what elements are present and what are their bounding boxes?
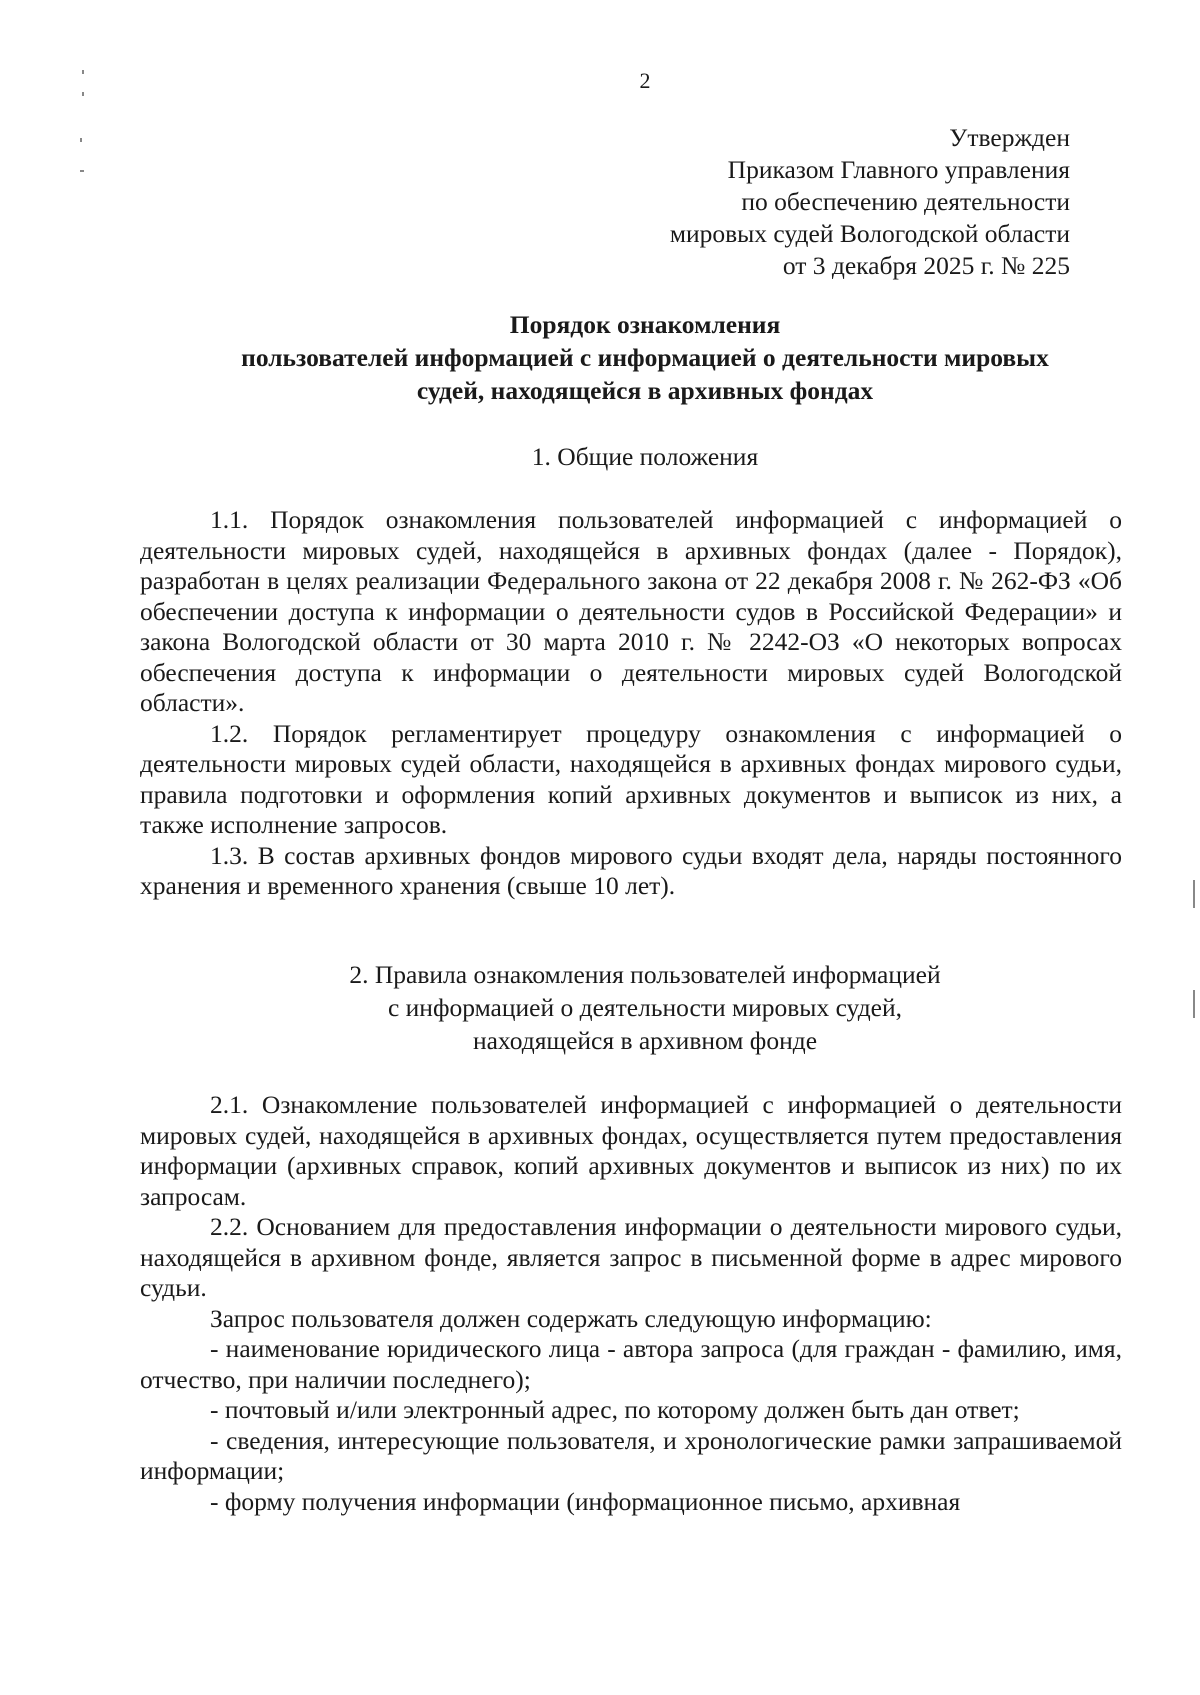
- title-line: пользователей информацией с информацией о деятельности мировых: [241, 343, 1049, 372]
- document-title: [140, 308, 1150, 407]
- title-line: судей, находящейся в архивных фондах: [416, 376, 874, 405]
- paragraph-2-1: 2.1. Ознакомление пользователей информацией с информацией о деятельности мировых судей, находящейся в архивных фондах, осуществляется путем предоставления информации (архивных справок, копий архивных документов и выписок из них) по их запросам.: [140, 1090, 1122, 1211]
- paragraph-1-1: 1.1. Порядок ознакомления пользователей информацией с информацией о деятельности мировых судей, находящейся в архивных фондах (далее - Порядок), разработан в целях реализации Федерального закона от 22 декабря 2008 г. № 262-ФЗ «Об обеспечении доступа к информации о деятельности судов в Российской Федерации» и закона Вологодской области от 30 марта 2010 г. № 2242-ОЗ «О некоторых вопросах обеспечения доступа к информации о деятельности мировых судей Вологодской области».: [140, 505, 1122, 717]
- section-1-body: [140, 505, 1122, 902]
- list-item: - наименование юридического лица - автора запроса (для граждан - фамилию, имя, отчество, при наличии последнего);: [140, 1334, 1122, 1394]
- approval-line: Приказом Главного управления: [727, 155, 1070, 184]
- approval-line: Утвержден: [949, 123, 1070, 152]
- section-1-heading: 1. Общие положения: [531, 442, 759, 471]
- request-intro: Запрос пользователя должен содержать следующую информацию:: [210, 1303, 932, 1333]
- list-item: - сведения, интересующие пользователя, и хронологические рамки запрашиваемой информации;: [140, 1425, 1122, 1485]
- scan-mark: [80, 170, 84, 172]
- section-2-heading-line: с информацией о деятельности мировых судей,: [387, 993, 903, 1022]
- section-2-heading: [140, 958, 1150, 1057]
- approval-line: мировых судей Вологодской области: [669, 219, 1070, 248]
- approval-stamp-block: [670, 122, 1070, 282]
- title-line: Порядок ознакомления: [509, 310, 781, 339]
- section-2-heading-line: 2. Правила ознакомления пользователей информацией: [349, 960, 941, 989]
- paragraph-1-3: 1.3. В состав архивных фондов мирового судьи входят дела, наряды постоянного хранения и временного хранения (свыше 10 лет).: [140, 840, 1122, 900]
- page-number: 2: [639, 68, 651, 93]
- list-item: - почтовый и/или электронный адрес, по которому должен быть дан ответ;: [210, 1395, 1020, 1424]
- section-2-heading-line: находящейся в архивном фонде: [472, 1026, 818, 1055]
- paragraph-1-2: 1.2. Порядок регламентирует процедуру ознакомления с информацией о деятельности мировых судей области, находящейся в архивных фондах мирового судьи, правила подготовки и оформления копий архивных документов и выписок из них, а также исполнение запросов.: [140, 718, 1122, 839]
- scan-mark: [1193, 880, 1195, 908]
- approval-line: от 3 декабря 2025 г. № 225: [782, 251, 1070, 280]
- approval-line: по обеспечению деятельности: [741, 187, 1070, 216]
- scan-mark: [1193, 990, 1195, 1018]
- list-item: - форму получения информации (информационное письмо, архивная: [210, 1486, 961, 1516]
- paragraph-2-2: 2.2. Основанием для предоставления информации о деятельности мирового судьи, находящейся в архивном фонде, является запрос в письменной форме в адрес мирового судьи.: [140, 1212, 1122, 1302]
- scan-mark: [80, 138, 82, 142]
- section-2-body: [140, 1090, 1122, 1517]
